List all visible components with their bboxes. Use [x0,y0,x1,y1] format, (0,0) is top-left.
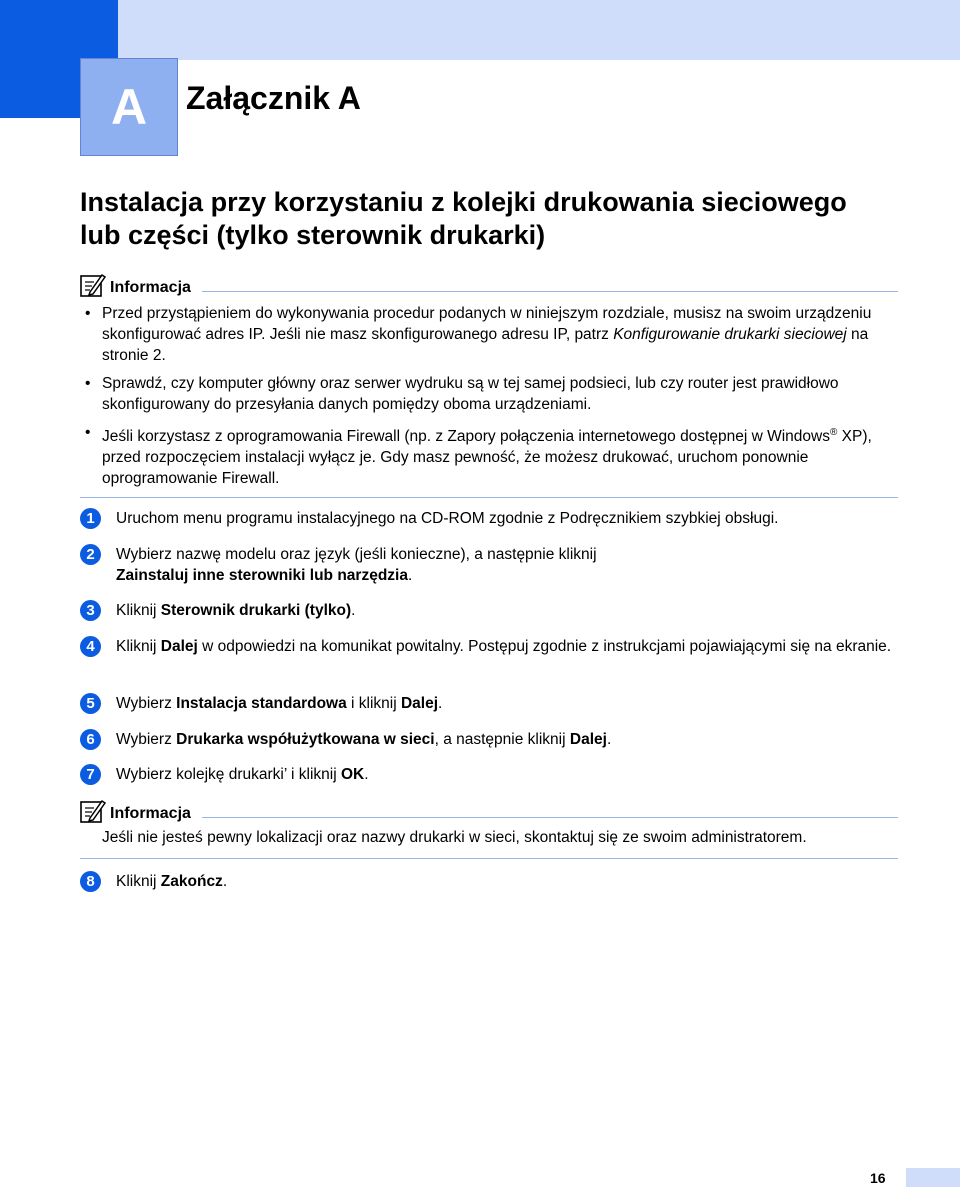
note-bottom-rule [80,497,898,498]
note-label: Informacja [110,279,191,296]
ui-label-standard-install: Instalacja standardowa [176,695,347,712]
step-text-part: Wybierz nazwę modelu oraz język (jeśli konieczne), a następnie kliknij [116,546,597,563]
step-text [116,729,920,750]
step-text-part: Wybierz [116,731,177,748]
step-5 [80,693,920,714]
note-text: Jeśli nie jesteś pewny lokalizacji oraz nazwy drukarki w sieci, skontaktuj się ze swoim administratorem. [102,829,807,846]
note-pencil-icon [80,272,106,298]
step-7 [80,764,920,785]
step-1 [80,508,920,529]
step-text-part: . [606,731,612,748]
note-bottom-rule [80,858,898,859]
note-bullet-ip-text-b: na stronie 2. [102,326,869,364]
note-box-2 [80,798,898,859]
ui-label-finish: Zakończ [160,873,223,890]
note-top-rule [202,291,898,292]
step-text-part: i kliknij [346,695,401,712]
step-number-badge: 1 [80,508,101,529]
ui-label-next: Dalej [569,731,607,748]
page-number-bar [906,1168,960,1187]
ui-label-printer-driver-only: Sterownik drukarki (tylko) [160,602,352,619]
step-number-badge: 8 [80,871,101,892]
step-3 [80,600,920,621]
ui-label-network-shared-printer: Drukarka współużytkowana w sieci [176,731,435,748]
chapter-letter-box: A [80,58,178,156]
step-number-badge: 3 [80,600,101,621]
step-number-badge: 2 [80,544,101,565]
note-label: Informacja [110,805,191,822]
step-2 [80,544,920,586]
step-number-badge: 5 [80,693,101,714]
step-text-part: Kliknij [116,602,161,619]
note-header [80,798,898,826]
step-text-part: , a następnie kliknij [434,731,570,748]
note-bullet-firewall [80,422,898,489]
step-text-part: Kliknij [116,873,161,890]
step-text-part: w odpowiedzi na komunikat powitalny. Postępuj zgodnie z instrukcjami pojawiającymi się na ekranie. [197,638,892,655]
cross-reference-link[interactable]: Konfigurowanie drukarki sieciowej [613,326,847,343]
step-text-part: . [438,695,443,712]
note-header [80,272,898,300]
section-heading-line-1: Instalacja przy korzystaniu z kolejki drukowania sieciowego [80,187,847,217]
ui-label-next: Dalej [400,695,439,712]
step-4 [80,636,920,657]
step-number-badge: 7 [80,764,101,785]
step-text-part: Wybierz [116,695,177,712]
chapter-title: Załącznik A [186,80,361,116]
header-band [118,0,960,60]
step-text-part: . [351,602,356,619]
step-number-badge: 4 [80,636,101,657]
step-6 [80,729,920,750]
note-bullet-ip-text-a: Przed przystąpieniem do wykonywania procedur podanych w niniejszym rozdziale, musisz na swoim urządzeniu skonfigurować adres IP. Jeśli nie masz skonfigurowanego adresu IP, patrz [102,305,872,343]
ui-label-install-other-drivers: Zainstaluj inne sterowniki lub narzędzia [116,567,408,584]
ui-label-next: Dalej [160,638,198,655]
note-top-rule [202,817,898,818]
section-heading-line-2: lub części (tylko sterownik drukarki) [80,220,546,250]
step-text [116,871,920,892]
step-text [116,600,920,621]
note-bullet-ip [80,303,898,366]
step-text-part: . [364,766,369,783]
note-bullet-firewall-text-b: XP), przed rozpoczęciem instalacji wyłącz je. Gdy masz pewność, że możesz drukować, uruchom ponownie oprogramowanie Firewall. [102,428,872,488]
step-text [116,693,920,714]
step-8 [80,871,920,892]
step-text [116,544,920,586]
step-number-badge: 6 [80,729,101,750]
page-number: 16 [870,1170,886,1186]
registered-mark: ® [829,427,838,438]
section-heading [80,186,920,252]
step-text [116,636,920,657]
step-text: Uruchom menu programu instalacyjnego na CD-ROM zgodnie z Podręcznikiem szybkiej obsługi. [116,510,779,527]
step-text-part: . [407,567,413,584]
step-text [116,764,920,785]
note-box-1 [80,272,898,498]
note-pencil-icon [80,798,106,824]
step-text-part: Wybierz kolejkę drukarki’ i kliknij [116,766,341,783]
step-text-part: Kliknij [116,638,161,655]
step-text-part: . [222,873,228,890]
ui-label-ok: OK [340,766,365,783]
note-bullet-firewall-text-a: Jeśli korzystasz z oprogramowania Firewall (np. z Zapory połączenia internetowego dostępnej w Windows [102,428,830,446]
note-bullet-subnet: • Sprawdź, czy komputer główny oraz serwer wydruku są w tej samej podsieci, lub czy router jest prawidłowo skonfigurowany do przesyłania danych pomiędzy oboma urządzeniami. [80,373,898,415]
